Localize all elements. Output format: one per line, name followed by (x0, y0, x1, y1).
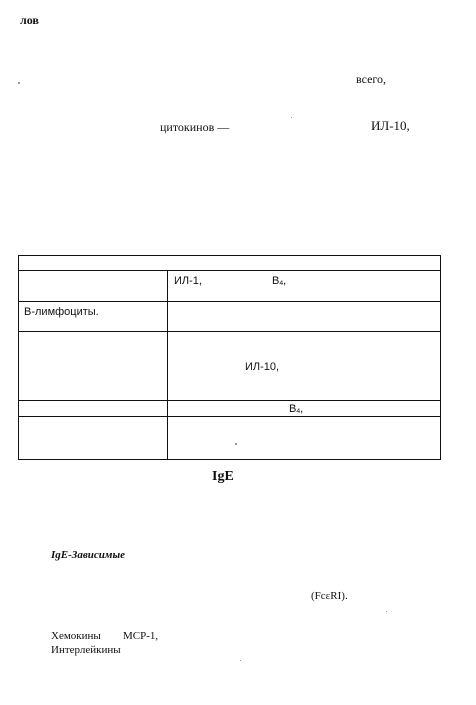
text-chemokines-value: MCP-1, (123, 630, 159, 642)
text-il10-top: ИЛ-10, (371, 118, 410, 133)
table-row-divider (19, 270, 440, 271)
table-row-divider (19, 416, 440, 417)
cell-b4-main: B (289, 403, 297, 415)
cell-b-lymphocytes: B-лимфоциты. (24, 306, 99, 318)
cell-b4-main: B (272, 275, 280, 287)
table-row-divider (19, 301, 440, 302)
scan-speck (386, 611, 387, 612)
cell-b4-sub: 4 (279, 280, 284, 288)
cell-b4-row5: B4, (289, 403, 304, 416)
scan-speck (18, 82, 20, 84)
cell-il1: ИЛ-1, (174, 275, 202, 287)
text-cytokines: цитокинов — (160, 120, 230, 134)
table-row-divider (19, 331, 440, 332)
cell-b4-row2: B4, (272, 275, 287, 288)
cell-b4-sub: 4 (296, 408, 301, 416)
scan-speck (291, 117, 292, 118)
text-interleukins-label: Интерлейкины (51, 644, 121, 656)
scan-speck (240, 660, 241, 661)
top-fragment-text: лов (20, 13, 39, 27)
text-vsego: всего, (356, 72, 387, 86)
table-column-divider (167, 270, 168, 459)
text-fceri: (FcεRI). (311, 590, 348, 602)
section-heading: IgE-Зависимые (51, 549, 125, 561)
table-row-divider (19, 400, 440, 401)
cell-il10: ИЛ-10, (245, 361, 280, 373)
text-chemokines-label: Хемокины (51, 630, 101, 642)
table-caption: IgE (212, 469, 234, 484)
data-table (18, 255, 441, 460)
